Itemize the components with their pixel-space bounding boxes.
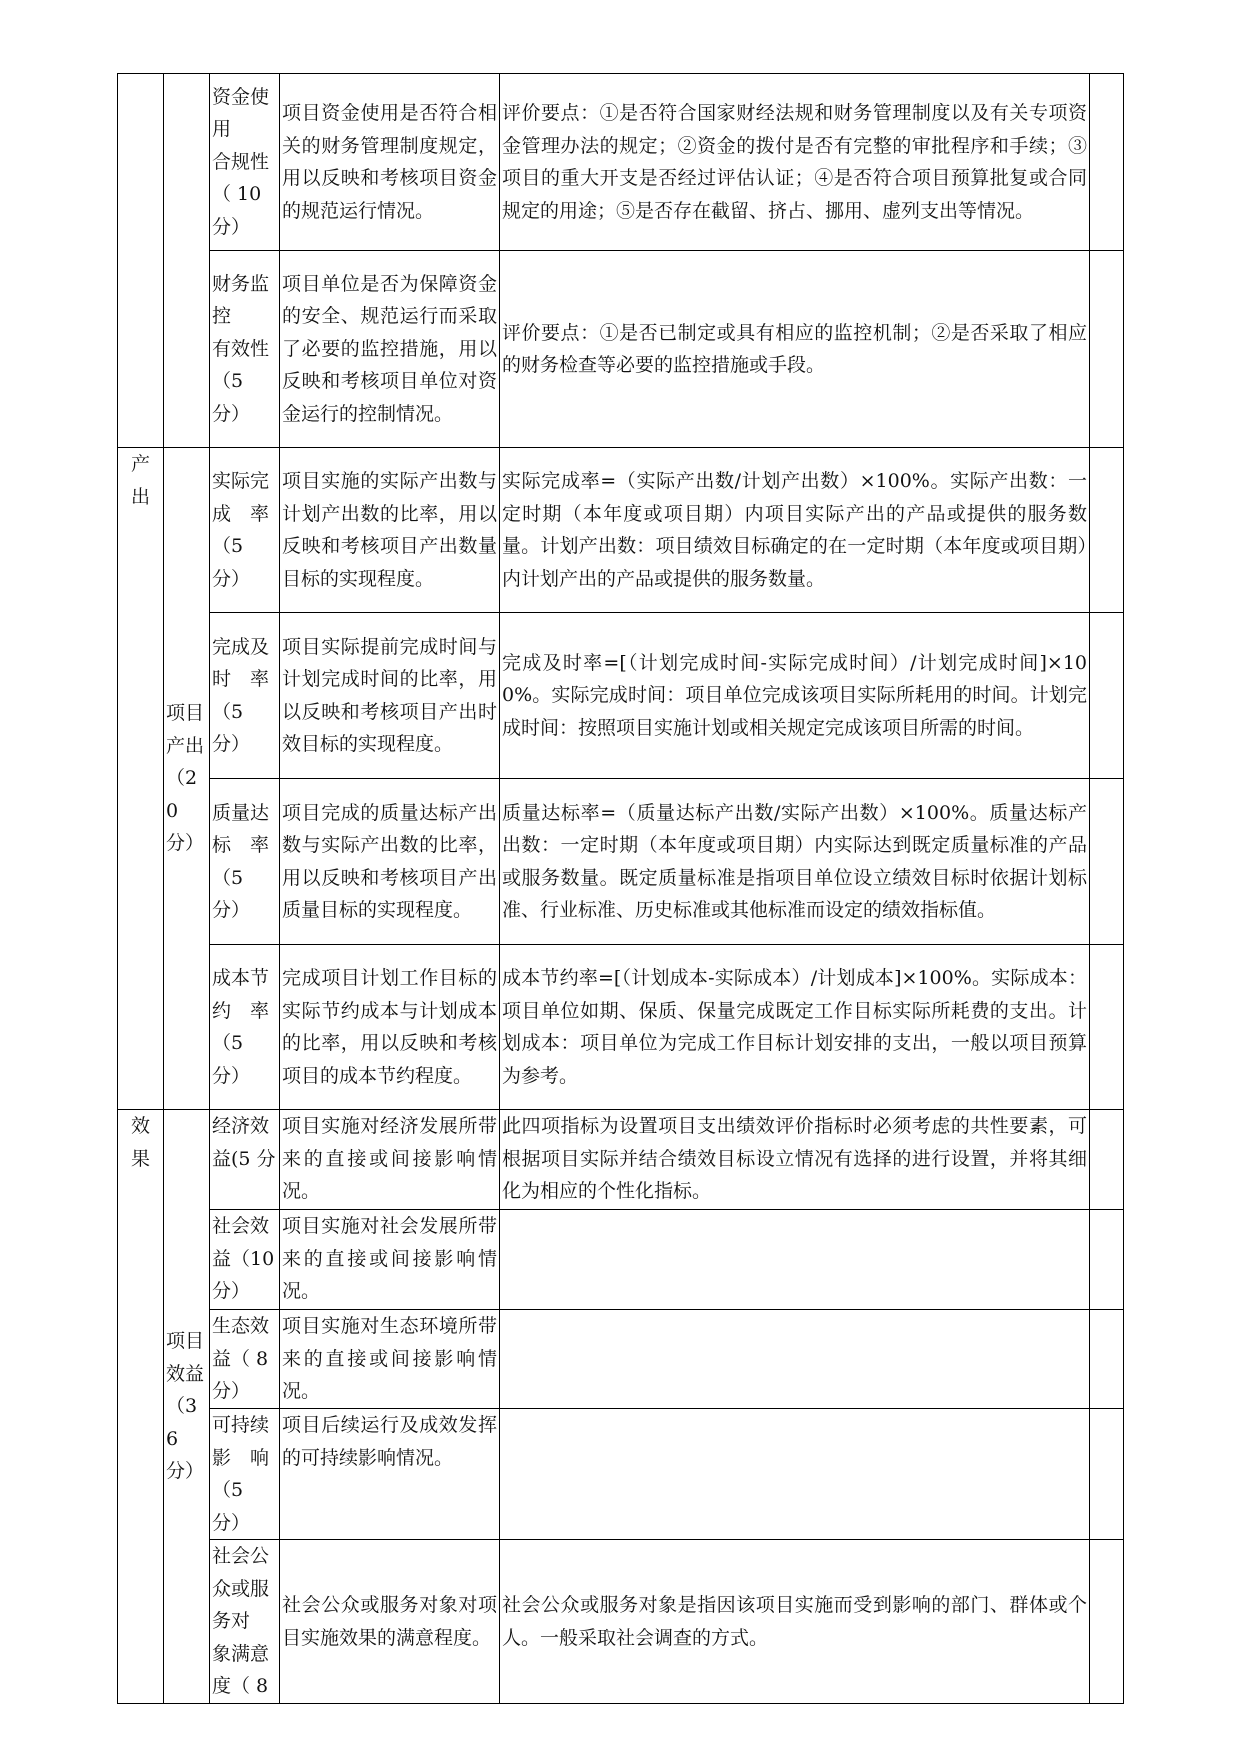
table-row — [118, 74, 1124, 251]
indicator-definition: 完成项目计划工作目标的实际节约成本与计划成本的比率，用以反映和考核项目的成本节约程度。 — [280, 945, 500, 1110]
score-cell — [1090, 1110, 1124, 1210]
indicator-name: 可持续 影 响 （5 分） — [210, 1409, 280, 1540]
score-cell — [1090, 448, 1124, 613]
indicator-name: 资金使用 合规性 （ 10 分） — [210, 74, 280, 251]
evaluation-criteria-blank — [500, 1310, 1090, 1409]
indicator-name: 经济效 益(5 分 — [210, 1110, 280, 1210]
score-cell — [1090, 74, 1124, 251]
indicator-definition: 项目实施对生态环境所带来的直接或间接影响情况。 — [280, 1310, 500, 1409]
indicator-name: 社会公 众或服 务对 象满意 度（ 8 — [210, 1540, 280, 1704]
indicator-name: 成本节 约 率 （5 分） — [210, 945, 280, 1110]
evaluation-criteria: 成本节约率=[（计划成本-实际成本）/计划成本]×100%。实际成本：项目单位如期、保质、保量完成既定工作目标实际所耗费的支出。计划成本：项目单位为完成工作目标计划安排的支出，一般以项目预算为参考。 — [500, 945, 1090, 1110]
evaluation-indicator-table — [117, 73, 1124, 1704]
table-row — [118, 945, 1124, 1110]
indicator-definition: 项目实施的实际产出数与计划产出数的比率，用以反映和考核项目产出数量目标的实现程度。 — [280, 448, 500, 613]
evaluation-criteria: 此四项指标为设置项目支出绩效评价指标时必须考虑的共性要素，可根据项目实际并结合绩效目标设立情况有选择的进行设置，并将其细化为相应的个性化指标。 — [500, 1110, 1090, 1210]
table-row — [118, 251, 1124, 448]
indicator-definition: 社会公众或服务对象对项目实施效果的满意程度。 — [280, 1540, 500, 1704]
indicator-name: 财务监 控 有效性 （5 分） — [210, 251, 280, 448]
table-row — [118, 1310, 1124, 1409]
category-label-output: 产 出 — [118, 448, 164, 1110]
indicator-definition: 项目实施对社会发展所带来的直接或间接影响情况。 — [280, 1210, 500, 1310]
score-cell — [1090, 945, 1124, 1110]
indicator-definition: 项目后续运行及成效发挥的可持续影响情况。 — [280, 1409, 500, 1540]
table-row — [118, 1540, 1124, 1704]
evaluation-criteria: 评价要点：①是否已制定或具有相应的监控机制；②是否采取了相应的财务检查等必要的监控措施或手段。 — [500, 251, 1090, 448]
evaluation-criteria-blank — [500, 1409, 1090, 1540]
table-row — [118, 613, 1124, 779]
evaluation-criteria: 质量达标率=（质量达标产出数/实际产出数）×100%。质量达标产出数：一定时期（本年度或项目期）内实际达到既定质量标准的产品或服务数量。既定质量标准是指项目单位设立绩效目标时依据计划标准、行业标准、历史标准或其他标准而设定的绩效指标值。 — [500, 779, 1090, 945]
evaluation-criteria: 实际完成率=（实际产出数/计划产出数）×100%。实际产出数：一定时期（本年度或项目期）内项目实际产出的产品或提供的服务数量。计划产出数：项目绩效目标确定的在一定时期（本年度或项目期）内计划产出的产品或提供的服务数量。 — [500, 448, 1090, 613]
subcategory-cell-blank — [164, 74, 210, 448]
indicator-definition: 项目实施对经济发展所带来的直接或间接影响情况。 — [280, 1110, 500, 1210]
indicator-definition: 项目单位是否为保障资金的安全、规范运行而采取了必要的监控措施，用以反映和考核项目单位对资金运行的控制情况。 — [280, 251, 500, 448]
table-row — [118, 1110, 1124, 1210]
indicator-definition: 项目实际提前完成时间与计划完成时间的比率，用以反映和考核项目产出时效目标的实现程度。 — [280, 613, 500, 779]
evaluation-criteria-blank — [500, 1210, 1090, 1310]
table-row — [118, 448, 1124, 613]
category-cell-blank — [118, 74, 164, 448]
score-cell — [1090, 1540, 1124, 1704]
table-row — [118, 1210, 1124, 1310]
score-cell — [1090, 779, 1124, 945]
indicator-name: 生态效 益（ 8 分） — [210, 1310, 280, 1409]
score-cell — [1090, 251, 1124, 448]
indicator-name: 完成及 时 率 （5 分） — [210, 613, 280, 779]
score-cell — [1090, 1310, 1124, 1409]
indicator-definition: 项目完成的质量达标产出数与实际产出数的比率，用以反映和考核项目产出质量目标的实现程度。 — [280, 779, 500, 945]
subcategory-label-project-benefit: 项目 效益 （36 分） — [164, 1110, 210, 1704]
evaluation-criteria: 社会公众或服务对象是指因该项目实施而受到影响的部门、群体或个人。一般采取社会调查的方式。 — [500, 1540, 1090, 1704]
score-cell — [1090, 613, 1124, 779]
indicator-name: 质量达 标 率 （5 分） — [210, 779, 280, 945]
evaluation-criteria: 评价要点：①是否符合国家财经法规和财务管理制度以及有关专项资金管理办法的规定；②资金的拨付是否有完整的审批程序和手续；③项目的重大开支是否经过评估认证；④是否符合项目预算批复或合同规定的用途；⑤是否存在截留、挤占、挪用、虚列支出等情况。 — [500, 74, 1090, 251]
indicator-name: 实际完 成 率 （5 分） — [210, 448, 280, 613]
score-cell — [1090, 1210, 1124, 1310]
indicator-name: 社会效 益（10 分） — [210, 1210, 280, 1310]
score-cell — [1090, 1409, 1124, 1540]
subcategory-label-project-output: 项目 产出 （20 分） — [164, 448, 210, 1110]
table-row — [118, 1409, 1124, 1540]
category-label-effect: 效 果 — [118, 1110, 164, 1704]
indicator-definition: 项目资金使用是否符合相关的财务管理制度规定，用以反映和考核项目资金的规范运行情况。 — [280, 74, 500, 251]
evaluation-criteria: 完成及时率=[（计划完成时间-实际完成时间）/计划完成时间]×100%。实际完成时间：项目单位完成该项目实际所耗用的时间。计划完成时间：按照项目实施计划或相关规定完成该项目所需的时间。 — [500, 613, 1090, 779]
table-row — [118, 779, 1124, 945]
